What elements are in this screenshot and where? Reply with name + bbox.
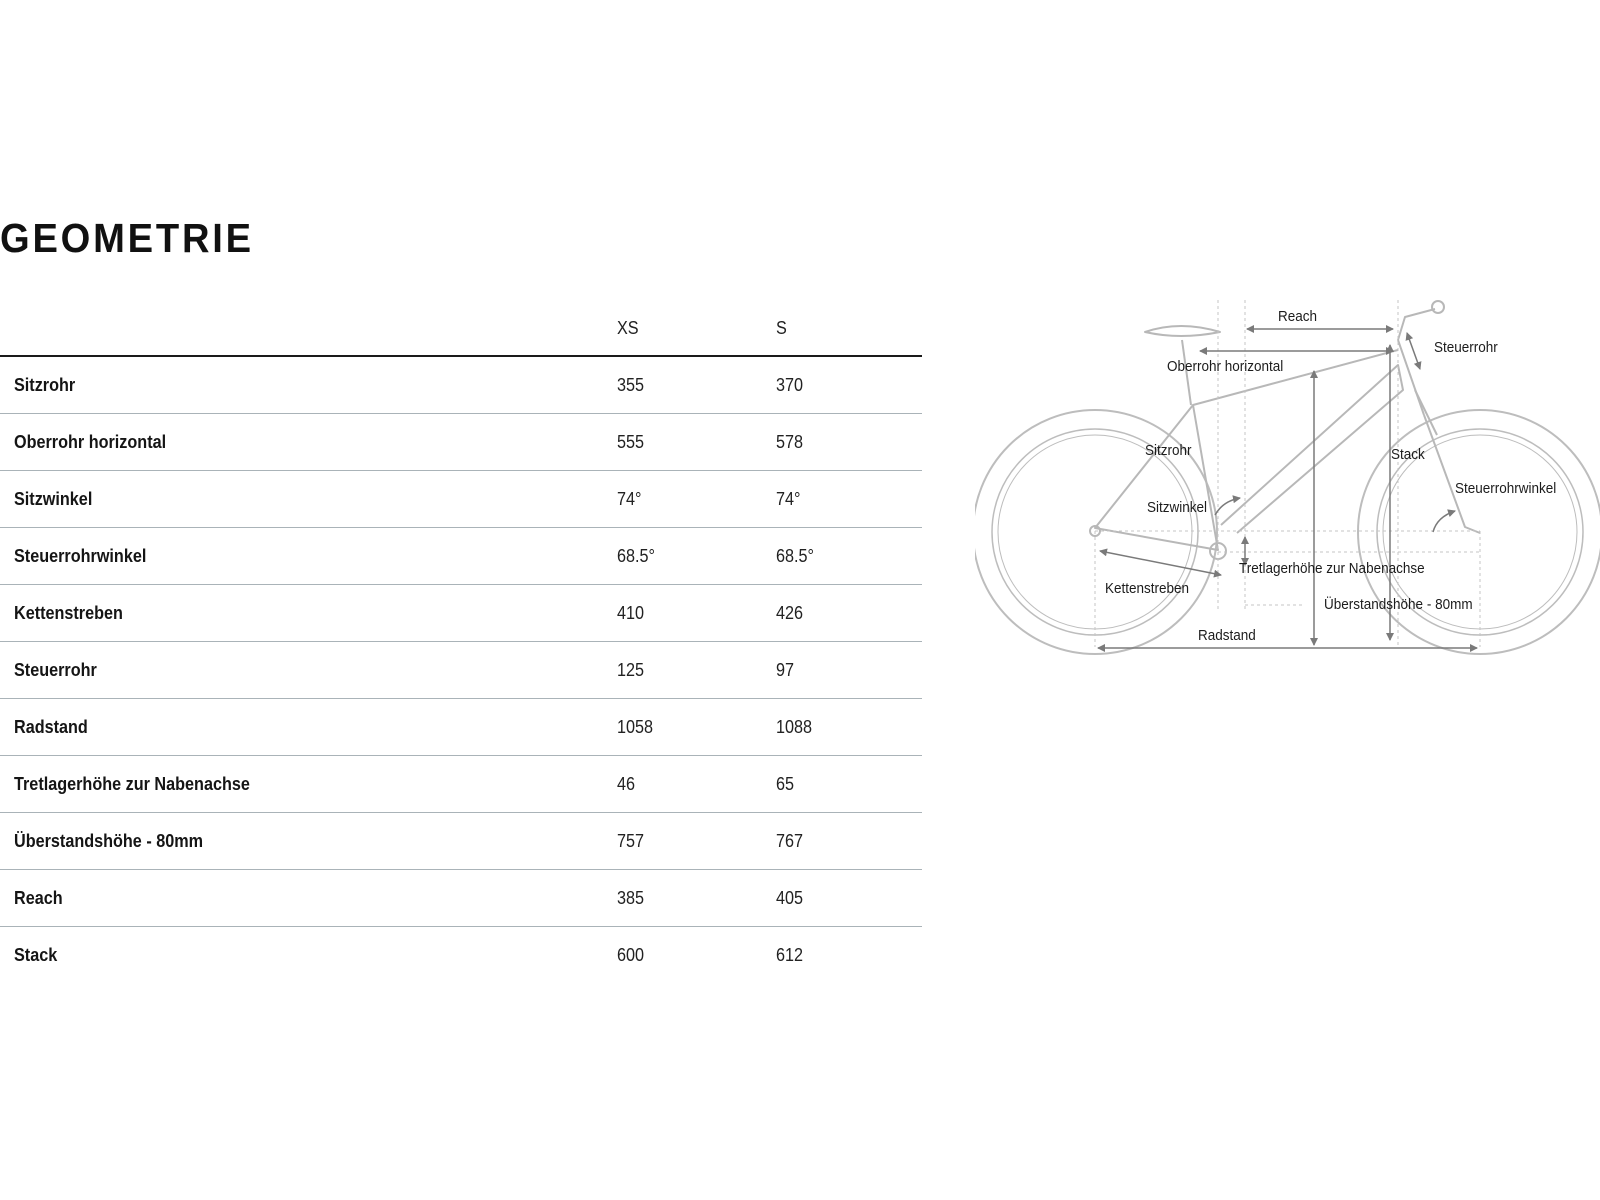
label-kettenstreben: Kettenstreben [1105, 580, 1190, 597]
cell-xs: 355 [617, 375, 645, 395]
table-row [0, 870, 922, 927]
label-steuerrohrwinkel: Steuerrohrwinkel [1455, 480, 1557, 497]
table-row [0, 813, 922, 870]
table-row [0, 585, 922, 642]
cell-xs: 1058 [617, 717, 654, 737]
cell-xs: 757 [617, 831, 645, 851]
table-body [0, 357, 922, 984]
cell-s: 1088 [776, 717, 813, 737]
row-label: Überstandshöhe - 80mm [14, 831, 204, 851]
row-label: Steuerrohr [14, 660, 97, 680]
table-row [0, 756, 922, 813]
cell-xs: 410 [617, 603, 645, 623]
table-row [0, 927, 922, 984]
table-row [0, 528, 922, 585]
label-sitzwinkel: Sitzwinkel [1147, 499, 1208, 516]
table-row [0, 357, 922, 414]
row-label: Radstand [14, 717, 88, 737]
table-header [0, 300, 922, 357]
label-ueberstandshoehe: Überstandshöhe - 80mm [1324, 596, 1473, 613]
label-reach: Reach [1278, 308, 1318, 325]
row-label: Reach [14, 888, 63, 908]
row-label: Steuerrohrwinkel [14, 546, 147, 566]
row-label: Tretlagerhöhe zur Nabenachse [14, 774, 250, 794]
table-row [0, 414, 922, 471]
cell-xs: 125 [617, 660, 645, 680]
cell-s: 426 [776, 603, 804, 623]
table-row [0, 471, 922, 528]
bike-geometry-diagram [975, 295, 1600, 675]
column-header-xs: XS [617, 318, 639, 338]
cell-xs: 385 [617, 888, 645, 908]
page-title: GEOMETRIE [0, 215, 254, 261]
table-row [0, 699, 922, 756]
row-label: Oberrohr horizontal [14, 432, 167, 452]
cell-s: 370 [776, 375, 804, 395]
cell-s: 767 [776, 831, 804, 851]
cell-s: 65 [776, 774, 795, 794]
label-stack: Stack [1391, 446, 1425, 463]
column-header-s: S [776, 318, 787, 338]
cell-xs: 555 [617, 432, 645, 452]
label-steuerrohr: Steuerrohr [1434, 339, 1498, 356]
row-label: Stack [14, 945, 58, 965]
cell-s: 612 [776, 945, 804, 965]
row-label: Sitzrohr [14, 375, 76, 395]
cell-s: 405 [776, 888, 804, 908]
cell-xs: 600 [617, 945, 645, 965]
geometry-table [0, 300, 922, 984]
frame [1090, 301, 1480, 559]
table-row [0, 642, 922, 699]
cell-s: 578 [776, 432, 804, 452]
row-label: Sitzwinkel [14, 489, 93, 509]
label-sitzrohr: Sitzrohr [1145, 442, 1192, 459]
cell-s: 97 [776, 660, 795, 680]
label-oberrohr-horizontal: Oberrohr horizontal [1167, 358, 1284, 375]
label-radstand: Radstand [1198, 627, 1256, 644]
cell-s: 68.5° [776, 546, 815, 566]
label-tretlagerhoehe: Tretlagerhöhe zur Nabenachse [1239, 560, 1425, 577]
row-label: Kettenstreben [14, 603, 123, 623]
cell-xs: 46 [617, 774, 636, 794]
cell-xs: 74° [617, 489, 642, 509]
cell-xs: 68.5° [617, 546, 656, 566]
cell-s: 74° [776, 489, 801, 509]
